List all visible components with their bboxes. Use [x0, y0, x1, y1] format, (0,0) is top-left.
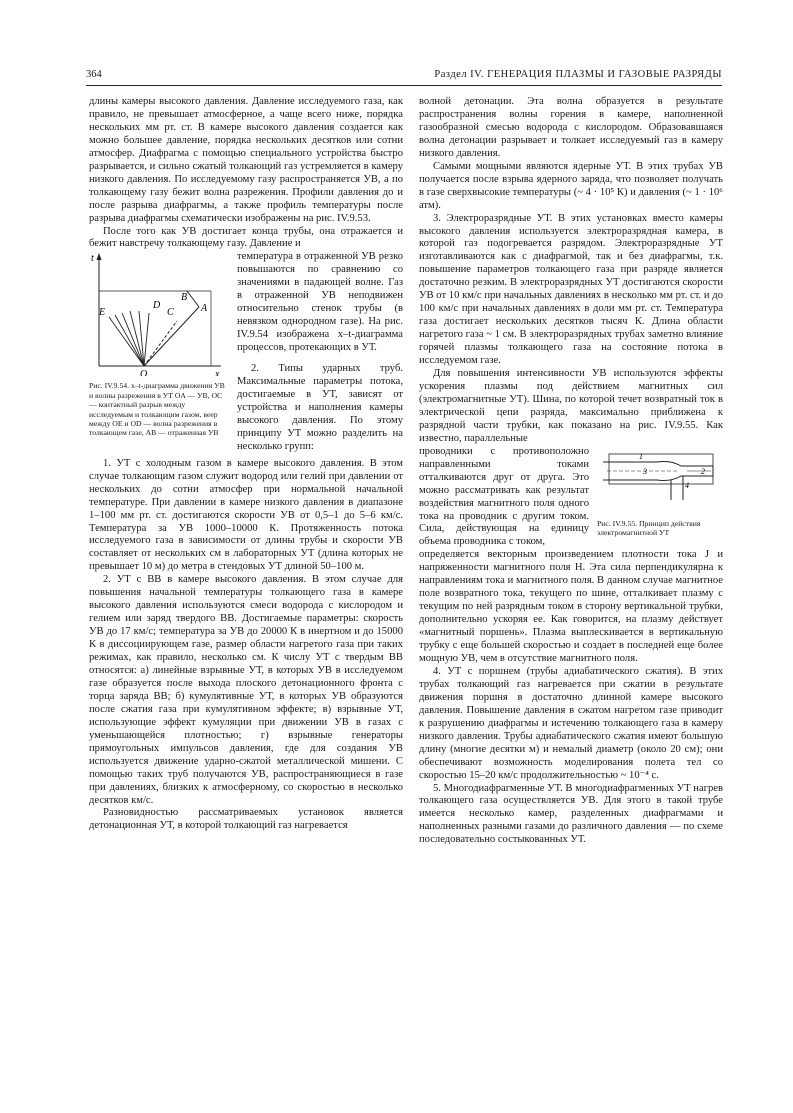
label-A: A [201, 303, 208, 315]
paragraph: 2. Типы ударных труб. Максимальные параметры потока, достигаемые в УТ, зависят от устройства и наполнения камеры высокого давления. По этому принципу УТ можно разделить на несколько групп: [237, 363, 403, 452]
label-O: O [140, 369, 148, 377]
paragraph: После того как УВ достигает конца трубы, она отражается и бежит навстречу толкающему газу. Давление и [89, 225, 403, 250]
wrapped-text [237, 251, 403, 453]
paragraph: Самыми мощными являются ядерные УТ. В этих трубах УВ получается после взрыва ядерного заряда, что позволяет получать в газе сверхвысокие температуры (~ 4 · 10⁵ К) и давления (~ 1 · 10⁶ атм). [419, 160, 723, 211]
xt-diagram [89, 251, 227, 376]
right-column [419, 96, 723, 847]
page-number: 364 [86, 69, 102, 80]
figure-IV-9-55 [597, 446, 723, 538]
paragraph: длины камеры высокого давления. Давление исследуемого газа, как правило, не превышает атмосферное, а чаще всего ниже, порядка нескольких мм рт. ст. В камере высокого давления создается как можно большее давление, порядка нескольких десятков или сотни атмосфер. Диафрагма с помощью специального устройства быстро разрывается, и сильно сжатый толкающий газ устремляется в камеру низкого давления. По исследуемому газу распространяется УВ, а по толкающему газу бежит волна разрежения. Профили давления до и после разрыва диафрагмы, а также профиль температуры после разрыва диафрагмы схематически изображены на рис. IV.9.53. [89, 96, 403, 224]
label-1: 1 [639, 451, 643, 461]
axis-label-t: t [91, 253, 94, 265]
label-4: 4 [685, 480, 689, 490]
paragraph: 2. УТ с ВВ в камере высокого давления. В этом случае для повышения начальной температуры толкающего газа в камере высокого давления используются смеси водорода с кислородом и гелием или заряд твердого ВВ. Достигаемые параметры: скорость УВ до 17 км/с; температура за УВ до 20000 К в инертном и до 15000 К в диссоциирующем газе, размер области нагретого газа при таких режимах, как правило, несколько см. К числу УТ с твердым ВВ относятся: а) линейные взрывные УТ, в которых УВ в исследуемом газе образуется после выхода плоского детонационного фронта с торца заряда ВВ; б) кумулятивные УТ, в которых УВ образуются после сжатия газа при кумулятивном эффекте; в) взрывные УТ, использующие эффект кумуляции при движении УВ в газах с уменьшающейся плотностью; г) взрывные генераторы прямоугольных импульсов давления, где для создания УВ используется движение ударно-сжатой металлической мишени. С помощью таких труб получаются УВ, распространяющиеся в газе при давлениях, близких к атмосферному, со скоростью в несколько десятков км/с. [89, 574, 403, 806]
paragraph: проводники с противоположно направленными токами отталкиваются друг от друга. Это можно рассматривать как результат воздействия магнитного поля одного тока на проводник с другим током. Сила, действующая на единицу объема проводника с током, [419, 445, 589, 548]
paragraph: 5. Многодиафрагменные УТ. В многодиафрагменных УТ нагрев толкающего газа осуществляется УВ. Для этого в такой трубе имеется несколько камер, разделенных диафрагмами и наполненных разными газами до различного давления — по схеме последовательно состыкованных УТ. [419, 782, 723, 846]
label-D: D [153, 300, 161, 312]
paragraph: Для повышения интенсивности УВ используются эффекты ускорения плазмы под действием магнитных сил (электромагнитные УТ). Шина, по которой течет возвратный ток в электрической цепи разряда, максимально приближена к разрядной части трубки, как показано на рис. IV.9.55. Как известно, параллельные [419, 368, 723, 444]
left-column [89, 96, 403, 833]
paragraph: 1. УТ с холодным газом в камере высокого давления. В этом случае толкающим газом служит водород или гелий при давлении от нескольких до сотни атмосфер при нормальной начальной температуре. При давлении в камере низкого давления в диапазоне 1–100 мм рт. ст. достигаются скорости УВ от 0,5–1 до 5–6 км/с. Температура за УВ 1000–10000 К. Протяженность потока исследуемого газа в зависимости от длины трубы и скорости УВ составляет от нескольких см в лабораторных УТ (длина которых не превышает 10 м) до метра в стендовых УТ длиной 50–100 м. [89, 457, 403, 573]
axis-label-x: x [215, 369, 220, 377]
paragraph: определяется векторным произведением плотности тока J и напряженности магнитного поля H. Эта сила перпендикулярна к направлениям тока и магнитного поля. В данном случае магнитное поле возвратного тока, текущего по шине, отталкивает плазму с текущим по ней разрядным током в сторону вертикальной трубки, дополнительно ускоряя ее. Как говорится, на плазму действует «магнитный поршень». Плазма выплескивается в вертикальную трубку с еще большей скоростью и создает в последней еще более мощную УВ, чем в отсутствие магнитного поля. [419, 549, 723, 664]
figure-caption: Рис. IV.9.55. Принцип действия электромагнитной УТ [597, 518, 701, 538]
page-header [86, 69, 722, 83]
label-C: C [167, 307, 174, 319]
figure-caption: Рис. IV.9.54. x–t-диаграмма движения УВ и волны разрежения в УТ OA — УВ, OC — контактный разрыв между исследуемым и толкающим газом, веер между OE и OD — волна разрежения в толкающем газе, AB — отраженная УВ [89, 381, 225, 438]
header-rule [86, 85, 722, 86]
figure-IV-9-54 [89, 251, 227, 453]
label-B: B [181, 292, 188, 304]
em-tube-diagram [597, 446, 723, 514]
paragraph: 3. Электроразрядные УТ. В этих установках вместо камеры высокого давления используется электроразрядная камера, в которой газ подогревается разрядом. Электроразрядные УТ изготавливаются как с диафрагмой, так и без диафрагмы, т.к. повышение параметров толкающего газа при разряде является достаточно резким. В электроразрядных УТ достигаются скорости УВ от 10 км/с при начальных давлениях в несколько мм рт. ст. и до 100 км/с при начальных давлениях в доли мм рт. ст. Температура газа достигает нескольких десятков тысяч К. Длина области нагретого газа ~ 1 см. В электроразрядных трубах заметно влияние горячей плазмы толкающего газа на состояние потока в исследуемом газе. [419, 212, 723, 367]
paragraph: Разновидностью рассматриваемых установок является детонационная УТ, в которой толкающий газ нагревается [89, 807, 403, 832]
paragraph: волной детонации. Эта волна образуется в результате распространения волны горения в камере, наполненной газообразной смесью водорода с кислородом. Образовавшаяся волна детонации разрывает и толкает исследуемый газ в камеру низкого давления. [419, 96, 723, 159]
label-2: 2 [701, 466, 705, 476]
paragraph: 4. УТ с поршнем (трубы адиабатического сжатия). В этих трубах толкающий газ нагревается при сжатии в результате движения поршня в достаточно длинной камере высокого давления. Повышение давления в сжатом нагретом газе приводит к разрушению диафрагмы и истечению толкающего газа в камеру низкого давления. Трубы адиабатического сжатия имеют большую длину (многие десятки м) и немалый диаметр (около 20 см); они обеспечивают возможность моделирования полета тел со скоростью 15–20 км/с продолжительностью ~ 10⁻⁴ с. [419, 665, 723, 781]
label-3: 3 [643, 466, 647, 476]
label-E: E [99, 307, 106, 319]
figure-wrap [89, 251, 403, 453]
running-title: Раздел IV. ГЕНЕРАЦИЯ ПЛАЗМЫ И ГАЗОВЫЕ РАЗРЯДЫ [434, 69, 722, 80]
paragraph: температура в отраженной УВ резко повышаются по сравнению со значениями в падающей волне. Газ в отраженной УВ неподвижен относительно стенок трубы (в невязком однородном газе). На рис. IV.9.54 изображена x–t-диаграмма процессов, протекающих в УТ. [237, 251, 403, 354]
